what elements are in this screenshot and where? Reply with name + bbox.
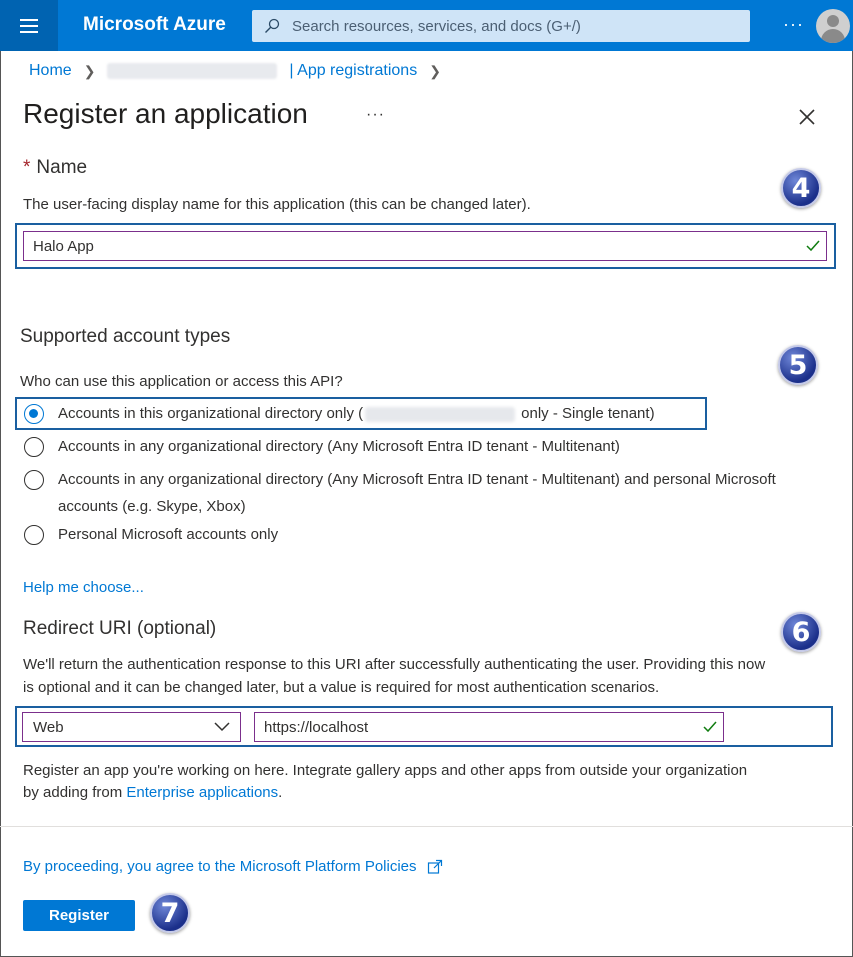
policy-link[interactable]: By proceeding, you agree to the Microsoft Platform Policies [23, 858, 443, 875]
more-options-icon[interactable]: ··· [783, 14, 804, 34]
chevron-right-icon: ❯ [429, 62, 441, 79]
brand-logo[interactable]: Microsoft Azure [83, 14, 226, 35]
breadcrumb-app-registrations[interactable]: | App registrations [289, 62, 418, 79]
name-input-value: Halo App [33, 237, 94, 255]
radio-multitenant[interactable]: Accounts in any organizational directory (Any Microsoft Entra ID tenant - Multitenant) [24, 437, 620, 460]
redacted-directory-name [107, 63, 277, 79]
breadcrumb-home[interactable]: Home [29, 62, 72, 79]
chevron-down-icon [214, 722, 230, 732]
register-button[interactable]: Register [23, 900, 135, 931]
menu-button[interactable] [0, 0, 58, 51]
enterprise-applications-link[interactable]: Enterprise applications [126, 784, 279, 801]
divider [0, 826, 853, 827]
close-icon[interactable] [798, 108, 816, 126]
avatar[interactable] [816, 9, 850, 43]
callout-badge-4: 4 [781, 168, 821, 208]
name-input[interactable] [23, 231, 827, 261]
redirect-description-line1: We'll return the authentication response to this URI after successfully authenticating the user. Providing this now [23, 656, 766, 673]
redirect-description-line2: is optional and it can be changed later, but a value is required for most authentication scenarios. [23, 679, 660, 696]
breadcrumb [29, 62, 453, 80]
check-icon [806, 240, 820, 252]
search-box[interactable] [252, 10, 750, 42]
redirect-uri-heading: Redirect URI (optional) [23, 618, 217, 639]
top-bar [0, 0, 853, 51]
redacted-tenant-name [365, 407, 515, 422]
search-icon [264, 18, 280, 34]
register-note-line1: Register an app you're working on here. Integrate gallery apps and other apps from outside your organization [23, 762, 748, 779]
check-icon [703, 721, 717, 733]
external-link-icon [427, 859, 443, 875]
required-marker: * [23, 157, 31, 178]
radio-selected-indicator[interactable] [24, 404, 44, 424]
platform-select-value: Web [33, 718, 64, 736]
page-more-icon[interactable]: ··· [366, 106, 385, 123]
account-types-heading: Supported account types [20, 326, 231, 347]
callout-badge-7: 7 [150, 893, 190, 933]
page-title: Register an application [23, 98, 308, 129]
radio-single-tenant[interactable]: Accounts in this organizational directory only ( only - Single tenant) [24, 404, 655, 427]
register-note-line2: by adding from Enterprise applications. [23, 784, 283, 801]
name-label: * Name [23, 157, 88, 178]
redirect-uri-value: https://localhost [264, 718, 369, 736]
callout-badge-5: 5 [778, 345, 818, 385]
platform-select[interactable] [22, 712, 241, 742]
help-me-choose-link[interactable]: Help me choose... [23, 579, 144, 596]
radio-personal-only[interactable]: Personal Microsoft accounts only [24, 525, 278, 548]
search-placeholder: Search resources, services, and docs (G+/) [292, 17, 581, 35]
account-types-question: Who can use this application or access this API? [20, 373, 343, 390]
callout-badge-6: 6 [781, 612, 821, 652]
radio-multitenant-personal[interactable]: Accounts in any organizational directory (Any Microsoft Entra ID tenant - Multitenant) and personal Microsoft accounts (e.g. Skype, Xbox) [24, 470, 776, 520]
hamburger-icon [20, 17, 38, 35]
chevron-right-icon: ❯ [83, 62, 96, 79]
name-description: The user-facing display name for this application (this can be changed later). [23, 196, 531, 213]
redirect-uri-input[interactable] [254, 712, 724, 742]
